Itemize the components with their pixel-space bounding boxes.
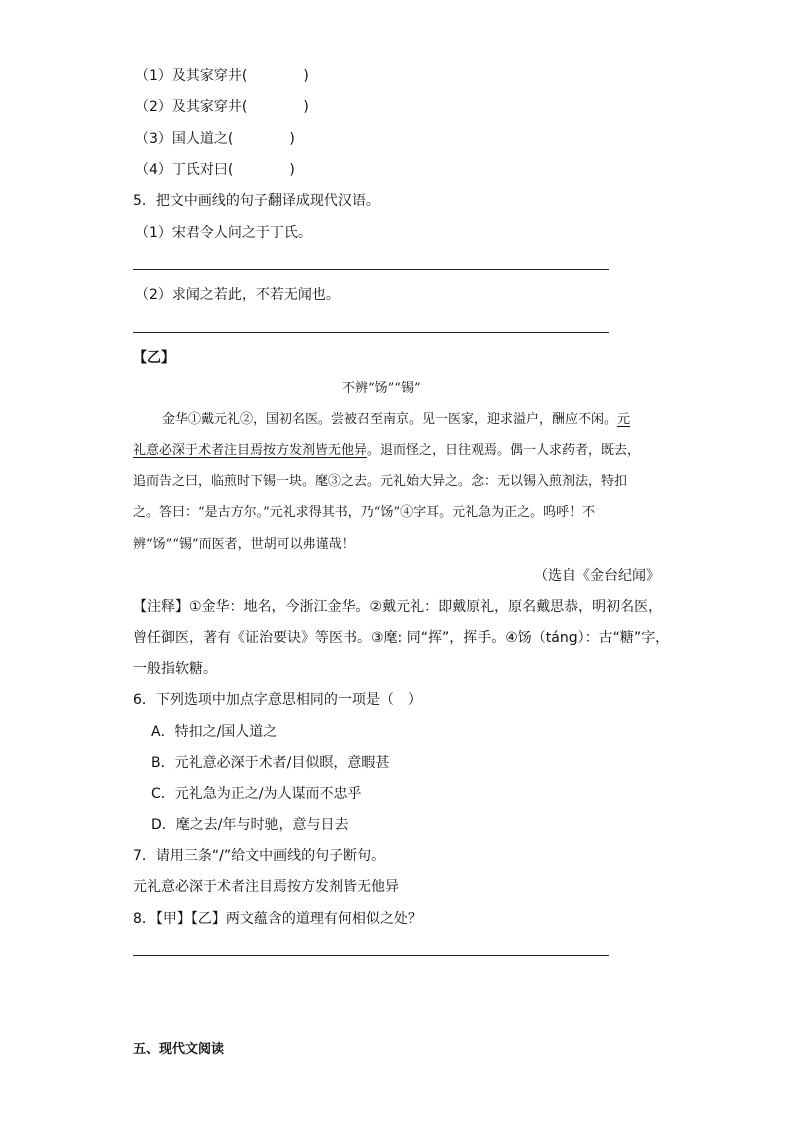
vocab-item-4: （4）丁氏对曰( ) [135, 162, 295, 178]
vocab-item-3: （3）国人道之( ) [135, 131, 295, 147]
q8-stem: 8．【甲】【乙】两文蕴含的道理有何相似之处？ [133, 911, 422, 927]
underlined-sentence: 礼意必深于术者注目焉按方发剂皆无他异 [133, 443, 368, 458]
q6-option-a[interactable]: A．特扣之/国人道之 [151, 724, 278, 740]
q8-answer-line[interactable] [133, 955, 609, 956]
q5-answer-line-2[interactable] [133, 332, 609, 333]
underlined-sentence-start: 元 [617, 412, 631, 427]
notes-line-2: 曾任御医，著有《证治要诀》等医书。③麾: 同“挥”，挥手。④饧（táng）：古“糖”字， [133, 630, 670, 646]
passage-line-3: 追而告之曰，临煎时下锡一块。麾③之去。元礼始大异之。念：无以锡入煎剂法，特扣 [133, 474, 628, 489]
q5-stem: 5．把文中画线的句子翻译成现代汉语。 [133, 193, 380, 209]
q6-option-d[interactable]: D．麾之去/年与时驰，意与日去 [151, 817, 349, 833]
q7-stem: 7．请用三条“/”给文中画线的句子断句。 [133, 848, 386, 864]
notes-line-1: 【注释】①金华：地名，今浙江金华。②戴元礼：即戴原礼，原名戴思恭，明初名医， [133, 599, 663, 615]
q6-option-c[interactable]: C．元礼急为正之/为人谋而不忠乎 [151, 786, 362, 802]
q6-option-b[interactable]: B．元礼意必深于术者/目似瞑，意暇甚 [151, 755, 390, 771]
q5-answer-line-1[interactable] [133, 269, 609, 270]
passage-text: 金华①戴元礼②，国初名医。尝被召至南京。见一医家，迎求溢户，酬应不闲。 [162, 412, 618, 427]
passage-line-4: 之。答曰：“是古方尔。”元礼求得其书，乃“饧”④字耳。元礼急为正之。呜呼！不 [133, 505, 596, 520]
passage-text: 。退而怪之，日往观焉。偶一人求药者，既去， [367, 443, 641, 458]
passage-label: 【乙】 [133, 350, 175, 366]
q7-sentence: 元礼意必深于术者注目焉按方发剂皆无他异 [133, 879, 399, 895]
passage-source: （选自《金台纪闻》 [534, 568, 660, 584]
q5-sub2: （2）求闻之若此，不若无闻也。 [135, 287, 340, 303]
passage-line-2 [133, 441, 640, 461]
notes-line-3: 一般指软糖。 [133, 661, 217, 677]
passage-title: 不辨“饧”“锡” [342, 381, 421, 396]
passage-line-1 [162, 410, 630, 430]
passage-line-5: 辨“饧”“锡”而医者，世胡可以弗谨哉！ [133, 537, 355, 552]
q5-sub1: （1）宋君令人问之于丁氏。 [135, 225, 312, 241]
vocab-item-1: （1）及其家穿井( ) [135, 68, 309, 84]
q6-stem: 6．下列选项中加点字意思相同的一项是（ ） [133, 692, 422, 708]
vocab-item-2: （2）及其家穿井( ) [135, 99, 309, 115]
section-heading: 五、现代文阅读 [133, 1042, 225, 1057]
